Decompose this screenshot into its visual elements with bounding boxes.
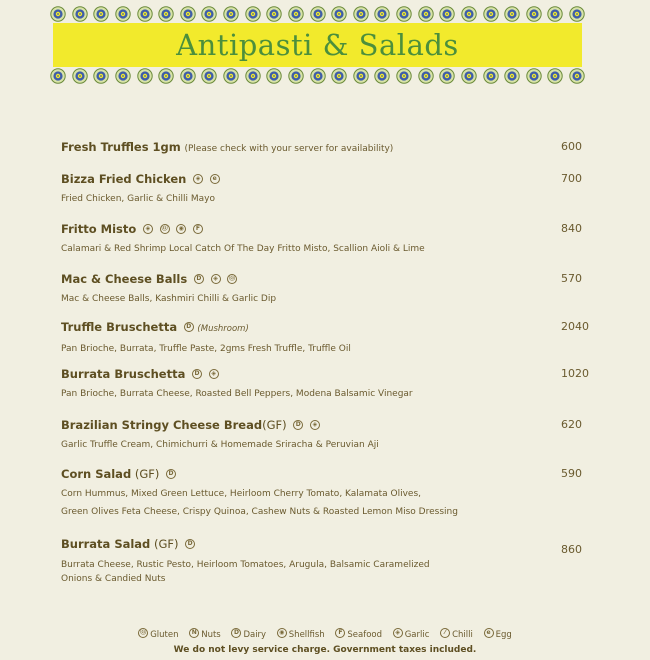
item-description: Mac & Cheese Balls, Kashmiri Chilli & Garlic Dip [61,294,277,304]
dairy-icon: D [231,628,241,638]
ornament-icon [483,6,499,22]
item-price: 860 [561,543,582,556]
ornament-icon [72,68,88,84]
dairy-icon: D [166,469,176,479]
gluten-icon: Ⓖ [161,225,168,232]
ornament-icon [93,6,109,22]
item-description: Garlic Truffle Cream, Chimichurri & Homemade Sriracha & Peruvian Aji [61,440,379,450]
ornament-icon [547,68,563,84]
menu-banner [50,4,585,86]
garlic-icon: ◈ [393,628,403,638]
allergen-legend [0,628,650,640]
ornament-icon [158,6,174,22]
ornament-icon [158,68,174,84]
ornament-icon [180,6,196,22]
item-name: Truffle Bruschetta [61,320,178,334]
menu-item [61,172,591,208]
item-description: Fried Chicken, Garlic & Chilli Mayo [61,194,215,204]
item-price: 600 [561,140,582,153]
ornament-icon [310,68,326,84]
egg-icon: e [210,174,220,184]
item-price: 700 [561,172,582,185]
legend-chilli: Chilli [452,630,473,640]
legend-nuts: Nuts [201,630,221,640]
shellfish-icon: ◉ [176,224,186,234]
ornament-icon [396,6,412,22]
item-name: Burrata Salad [61,537,151,551]
ornament-icon [201,6,217,22]
item-description-cont: Onions & Candied Nuts [61,574,166,584]
legend-seafood: Seafood [347,630,383,640]
gluten-free-tag: (GF) [153,537,179,551]
ornament-icon [461,6,477,22]
ornament-icon [93,68,109,84]
ornament-icon [180,68,196,84]
ornament-icon [331,6,347,22]
item-name: Bizza Fried Chicken [61,172,187,186]
item-description: Burrata Cheese, Rustic Pesto, Heirloom Tomatoes, Arugula, Balsamic Caramelized [61,560,430,570]
legend-garlic: Garlic [404,630,430,640]
ornament-icon [50,68,66,84]
legend-dairy: Dairy [243,630,267,640]
ornament-icon [353,68,369,84]
gluten-free-tag: (GF) [134,467,160,481]
ornament-icon [223,68,239,84]
menu-item [61,467,591,521]
ornament-icon [418,68,434,84]
garlic-icon: ◈ [211,274,221,284]
item-price: 840 [561,222,582,235]
ornament-icon [396,68,412,84]
dairy-icon: D [184,322,194,332]
ornament-icon [526,68,542,84]
seafood-icon: F [335,628,345,638]
title-box [53,23,582,67]
egg-icon: e [484,628,494,638]
item-description: Corn Hummus, Mixed Green Lettuce, Heirloom Cherry Tomato, Kalamata Olives, [61,489,421,499]
ornament-icon [439,6,455,22]
ornament-icon [374,6,390,22]
ornament-icon [50,6,66,22]
menu-item [61,320,591,358]
dairy-icon: D [293,420,303,430]
ornament-icon [331,68,347,84]
page-title: Antipasti & Salads [176,28,459,62]
decorative-border-top [50,4,585,24]
ornament-icon [374,68,390,84]
ornament-icon [483,68,499,84]
ornament-icon [526,6,542,22]
gluten-icon: Ⓖ [140,629,147,636]
ornament-icon [504,6,520,22]
item-name: Fritto Misto [61,222,137,236]
seafood-icon: F [193,224,203,234]
garlic-icon: ◈ [209,369,219,379]
menu-item [61,140,591,156]
legend-shellfish: Shellfish [288,630,325,640]
legend-gluten: Gluten [150,630,179,640]
decorative-border-bottom [50,66,585,86]
ornament-icon [504,68,520,84]
item-name: Burrata Bruschetta [61,367,186,381]
menu-item [61,222,591,258]
ornament-icon [288,68,304,84]
ornament-icon [288,6,304,22]
dairy-icon: D [192,369,202,379]
nuts-icon: N [189,628,199,638]
item-name: Fresh Truffles 1gm [61,140,181,154]
item-note: (Mushroom) [197,324,249,334]
item-price: 590 [561,467,582,480]
ornament-icon [266,68,282,84]
item-description: Calamari & Red Shrimp Local Catch Of The Day Fritto Misto, Scallion Aioli & Lime [61,244,425,254]
ornament-icon [137,68,153,84]
footer-note: We do not levy service charge. Government taxes included. [173,645,477,655]
dairy-icon: D [185,539,195,549]
garlic-icon: ◈ [143,224,153,234]
item-price: 1020 [561,367,589,380]
menu-item [61,537,591,586]
shellfish-icon: ◉ [277,628,287,638]
ornament-icon [201,68,217,84]
gluten-icon: Ⓖ [229,275,236,282]
ornament-icon [353,6,369,22]
ornament-icon [461,68,477,84]
item-price: 2040 [561,320,589,333]
ornament-icon [115,6,131,22]
ornament-icon [547,6,563,22]
item-name: Mac & Cheese Balls [61,272,188,286]
legend-egg: Egg [495,630,512,640]
ornament-icon [439,68,455,84]
ornament-icon [418,6,434,22]
ornament-icon [245,68,261,84]
garlic-icon: ◈ [310,420,320,430]
ornament-icon [266,6,282,22]
chilli-icon: ⁄ [440,628,450,638]
item-name: Brazilian Stringy Cheese Bread [61,418,263,432]
ornament-icon [569,6,585,22]
item-description-cont: Green Olives Feta Cheese, Crispy Quinoa, Cashew Nuts & Roasted Lemon Miso Dressing [61,507,458,517]
ornament-icon [115,68,131,84]
ornament-icon [569,68,585,84]
menu-item [61,272,591,308]
ornament-icon [223,6,239,22]
item-description: Pan Brioche, Burrata Cheese, Roasted Bell Peppers, Modena Balsamic Vinegar [61,389,413,399]
dairy-icon: D [194,274,204,284]
menu-item [61,367,591,403]
item-description: Pan Brioche, Burrata, Truffle Paste, 2gms Fresh Truffle, Truffle Oil [61,344,351,354]
item-note: (Please check with your server for availability) [184,144,394,154]
ornament-icon [72,6,88,22]
ornament-icon [310,6,326,22]
garlic-icon: ◈ [193,174,203,184]
item-name: Corn Salad [61,467,132,481]
ornament-icon [245,6,261,22]
item-price: 570 [561,272,582,285]
menu-item [61,418,591,454]
item-price: 620 [561,418,582,431]
gluten-free-tag: (GF) [262,418,287,432]
ornament-icon [137,6,153,22]
